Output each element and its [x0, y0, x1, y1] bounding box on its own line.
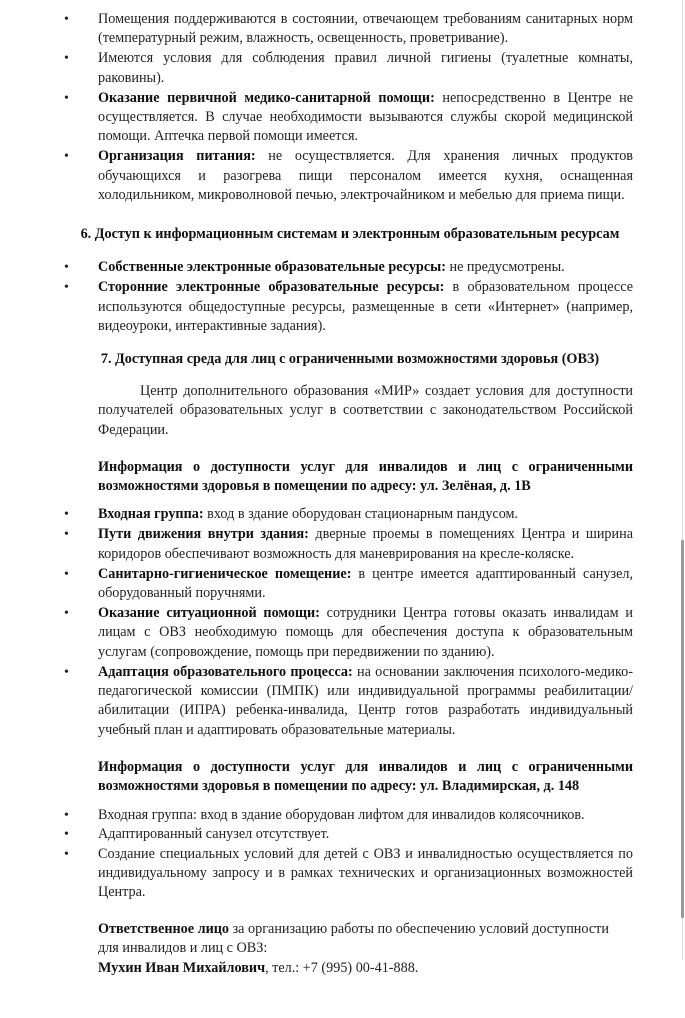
list-item: • Санитарно-гигиеническое помещение: в центре имеется адаптированный санузел, оборудованный поручнями.	[64, 565, 633, 603]
address-1-list	[0, 505, 680, 739]
list-item: • Входная группа: вход в здание оборудован лифтом для инвалидов колясочников.	[64, 806, 633, 825]
list-item: • Адаптированный санузел отсутствует.	[64, 825, 633, 844]
list-item: • Помещения поддерживаются в состоянии, отвечающем требованиям санитарных норм (температурный режим, влажность, освещенность, проветривание).	[64, 10, 633, 48]
responsible-phone: , тел.: +7 (995) 00-41-888.	[265, 959, 419, 976]
address-1-heading: Информация о доступности услуг для инвалидов и лиц с ограниченными возможностями здоровья в помещении по адресу: ул. Зелёная, д. 1В	[98, 458, 633, 495]
list-item: • Имеются условия для соблюдения правил личной гигиены (туалетные комнаты, раковины).	[64, 49, 633, 87]
scrollbar-thumb[interactable]	[681, 540, 684, 918]
responsible-name: Мухин Иван Михайлович	[98, 959, 266, 976]
resources-list	[0, 258, 680, 336]
list-item: • Сторонние электронные образовательные ресурсы: в образовательном процессе используются общедоступные ресурсы, размещенные в сети «Интернет» (например, видеоуроки, интерактивные задания).	[64, 278, 633, 336]
list-item: • Входная группа: вход в здание оборудован стационарным пандусом.	[64, 505, 633, 524]
list-item: • Оказание первичной медико-санитарной помощи: непосредственно в Центре не осуществляется. В случае необходимости вызываются службы скорой медицинской помощи. Аптечка первой помощи имеется.	[64, 89, 633, 147]
list-item: • Собственные электронные образовательные ресурсы: не предусмотрены.	[64, 258, 633, 277]
facilities-list	[0, 10, 680, 205]
list-item: • Организация питания: не осуществляется. Для хранения личных продуктов обучающихся и разогрева пищи персоналом имеется кухня, оснащенная холодильником, микроволновой печью, электрочайником и мебелью для приема пищи.	[64, 147, 633, 205]
responsible-person: Ответственное лицо за организацию работы по обеспечению условий доступности для инвалидов и лиц с ОВЗ: Мухин Иван Михайлович, тел.: +7 (995) 00-41-888.	[98, 921, 609, 976]
section-7-title: 7. Доступная среда для лиц с ограниченными возможностями здоровья (ОВЗ)	[100, 351, 600, 368]
list-item: • Создание специальных условий для детей с ОВЗ и инвалидностью осуществляется по индивидуальному запросу и в рамках технических и организационных возможностей Центра.	[64, 845, 633, 903]
list-item: • Адаптация образовательного процесса: на основании заключения психолого-медико-педагогической комиссии (ПМПК) или индивидуальной программы реабилитации/абилитации (ИПРА) ребенка-инвалида, Центр готов разработать индивидуальный учебный план и адаптировать образовательные материалы.	[64, 663, 633, 740]
section-6-title: 6. Доступ к информационным системам и электронным образовательным ресурсам	[80, 226, 620, 243]
list-item: • Оказание ситуационной помощи: сотрудники Центра готовы оказать инвалидам и лицам с ОВЗ необходимую помощь для обеспечения доступа к образовательным услугам (сопровождение, помощь при передвижении по зданию).	[64, 604, 633, 662]
list-item: • Пути движения внутри здания: дверные проемы в помещениях Центра и ширина коридоров обеспечивают возможность для маневрирования на кресле-коляске.	[64, 525, 633, 563]
address-2-list	[0, 806, 680, 902]
address-2-heading: Информация о доступности услуг для инвалидов и лиц с ограниченными возможностями здоровья в помещении по адресу: ул. Владимирская, д. 148	[98, 758, 633, 794]
section-7-intro: Центр дополнительного образования «МИР» создает условия для доступности получателей образовательных услуг в соответствии с законодательством Российской Федерации.	[98, 383, 633, 438]
